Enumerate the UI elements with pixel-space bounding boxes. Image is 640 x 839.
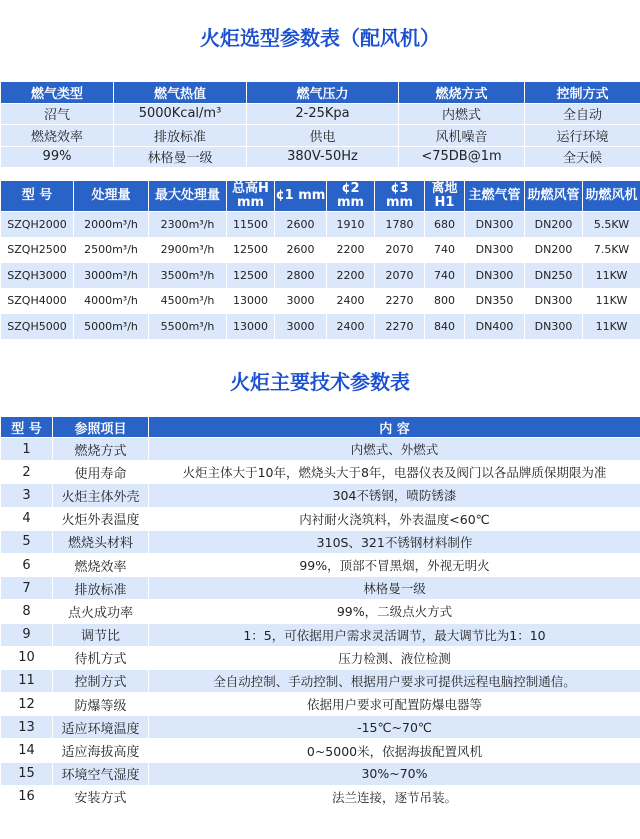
model-cell: 2300m³/h [149, 212, 227, 238]
model-header-cell: 型 号 [1, 181, 74, 212]
model-cell: 2400 [327, 314, 375, 340]
model-cell: 3000m³/h [74, 263, 149, 289]
params-table-title: 火炬主要技术参数表 [230, 370, 410, 394]
model-table-header-row [1, 181, 640, 212]
model-cell: DN250 [525, 263, 583, 289]
params-table-header-row [1, 417, 640, 438]
model-header-cell: 离地 H1 [425, 181, 465, 212]
params-index-cell: 5 [1, 530, 53, 553]
model-table-row [1, 263, 640, 289]
params-item-cell: 燃烧方式 [53, 438, 149, 461]
model-cell: 1910 [327, 212, 375, 238]
model-cell: SZQH2500 [1, 237, 74, 263]
params-table-row [1, 693, 640, 716]
fuel-cell: <75DB@1m [399, 146, 525, 168]
params-index-cell: 16 [1, 785, 53, 808]
model-header-cell: 处理量 [74, 181, 149, 212]
model-cell: 12500 [227, 237, 275, 263]
params-table-row [1, 438, 640, 461]
params-item-cell: 燃烧头材料 [53, 530, 149, 553]
params-index-cell: 13 [1, 716, 53, 739]
params-content-cell: 依据用户要求可配置防爆电器等 [149, 693, 640, 716]
model-cell: 800 [425, 288, 465, 314]
model-cell: 740 [425, 263, 465, 289]
fuel-header-cell: 燃烧方式 [399, 82, 525, 104]
fuel-cell: 燃烧效率 [1, 125, 114, 147]
model-cell: 2070 [375, 237, 425, 263]
model-cell: 840 [425, 314, 465, 340]
fuel-table-header-row [1, 82, 640, 104]
params-item-cell: 安装方式 [53, 785, 149, 808]
model-selection-table [0, 180, 640, 340]
model-cell: DN400 [465, 314, 525, 340]
params-header-cell: 内 容 [149, 417, 640, 438]
params-content-cell: 内衬耐火浇筑料，外表温度<60℃ [149, 507, 640, 530]
params-index-cell: 2 [1, 461, 53, 484]
model-cell: 2400 [327, 288, 375, 314]
params-table-row [1, 785, 640, 808]
fuel-header-cell: 控制方式 [525, 82, 640, 104]
model-cell: 11KW [583, 314, 640, 340]
params-item-cell: 燃烧效率 [53, 553, 149, 576]
model-header-cell: 主燃气管 [465, 181, 525, 212]
fuel-parameters-table [0, 81, 640, 168]
model-cell: 13000 [227, 314, 275, 340]
model-header-cell: 总高H mm [227, 181, 275, 212]
model-cell: DN300 [465, 237, 525, 263]
fuel-cell: 全天候 [525, 146, 640, 168]
params-content-cell: 99%，顶部不冒黑烟，外视无明火 [149, 553, 640, 576]
params-header-cell: 参照项目 [53, 417, 149, 438]
model-cell: 2200 [327, 263, 375, 289]
model-cell: DN200 [525, 212, 583, 238]
model-cell: 12500 [227, 263, 275, 289]
model-cell: SZQH3000 [1, 263, 74, 289]
params-item-cell: 防爆等级 [53, 693, 149, 716]
model-cell: 3000 [275, 288, 327, 314]
params-content-cell: 304不锈钢，喷防锈漆 [149, 484, 640, 507]
model-cell: 2200 [327, 237, 375, 263]
params-item-cell: 点火成功率 [53, 600, 149, 623]
technical-parameters-table [0, 416, 640, 809]
model-header-cell: ¢3 mm [375, 181, 425, 212]
model-cell: 7.5KW [583, 237, 640, 263]
params-content-cell: 火炬主体大于10年，燃烧头大于8年，电器仪表及阀门以各品牌质保期限为准 [149, 461, 640, 484]
params-table-row [1, 762, 640, 785]
fuel-cell: 沼气 [1, 103, 114, 125]
params-content-cell: 林格曼一级 [149, 577, 640, 600]
fuel-cell: 内燃式 [399, 103, 525, 125]
fuel-cell: 排放标准 [114, 125, 247, 147]
params-table-row [1, 484, 640, 507]
fuel-header-cell: 燃气热值 [114, 82, 247, 104]
model-table-row [1, 314, 640, 340]
fuel-cell: 5000Kcal/m³ [114, 103, 247, 125]
model-cell: 4500m³/h [149, 288, 227, 314]
fuel-cell: 供电 [247, 125, 399, 147]
params-content-cell: 压力检测、液位检测 [149, 646, 640, 669]
params-item-cell: 待机方式 [53, 646, 149, 669]
model-cell: 2270 [375, 314, 425, 340]
model-header-cell: ¢2 mm [327, 181, 375, 212]
model-cell: 2900m³/h [149, 237, 227, 263]
params-table-row [1, 461, 640, 484]
params-item-cell: 控制方式 [53, 669, 149, 692]
params-header-cell: 型 号 [1, 417, 53, 438]
model-cell: 4000m³/h [74, 288, 149, 314]
params-index-cell: 9 [1, 623, 53, 646]
model-cell: DN200 [525, 237, 583, 263]
params-index-cell: 11 [1, 669, 53, 692]
params-index-cell: 8 [1, 600, 53, 623]
model-cell: 5500m³/h [149, 314, 227, 340]
model-cell: 3000 [275, 314, 327, 340]
params-index-cell: 15 [1, 762, 53, 785]
params-content-cell: 法兰连接，逐节吊装。 [149, 785, 640, 808]
model-table-row [1, 288, 640, 314]
fuel-table-row [1, 103, 640, 125]
params-table-row [1, 507, 640, 530]
model-cell: 2500m³/h [74, 237, 149, 263]
params-content-cell: 310S、321不锈钢材料制作 [149, 530, 640, 553]
model-cell: DN350 [465, 288, 525, 314]
params-content-cell: 99%，二级点火方式 [149, 600, 640, 623]
params-item-cell: 适应海拔高度 [53, 739, 149, 762]
model-cell: 13000 [227, 288, 275, 314]
model-cell: 2070 [375, 263, 425, 289]
model-cell: SZQH2000 [1, 212, 74, 238]
params-index-cell: 6 [1, 553, 53, 576]
fuel-cell: 林格曼一级 [114, 146, 247, 168]
model-cell: 2600 [275, 237, 327, 263]
params-table-row [1, 530, 640, 553]
params-content-cell: 内燃式、外燃式 [149, 438, 640, 461]
model-cell: 11KW [583, 263, 640, 289]
params-table-row [1, 646, 640, 669]
params-content-cell: 0~5000米，依据海拔配置风机 [149, 739, 640, 762]
model-cell: SZQH4000 [1, 288, 74, 314]
fuel-cell: 99% [1, 146, 114, 168]
model-cell: 2600 [275, 212, 327, 238]
model-cell: 680 [425, 212, 465, 238]
params-table-row [1, 600, 640, 623]
model-cell: 5000m³/h [74, 314, 149, 340]
model-cell: 5.5KW [583, 212, 640, 238]
params-content-cell: 全自动控制、手动控制、根据用户要求可提供远程电脑控制通信。 [149, 669, 640, 692]
model-cell: 11KW [583, 288, 640, 314]
fuel-cell: 运行环境 [525, 125, 640, 147]
model-cell: DN300 [465, 263, 525, 289]
model-header-cell: 最大处理量 [149, 181, 227, 212]
params-table-row [1, 739, 640, 762]
params-index-cell: 4 [1, 507, 53, 530]
model-header-cell: ¢1 mm [275, 181, 327, 212]
model-cell: 2270 [375, 288, 425, 314]
selection-table-title: 火炬选型参数表（配风机） [200, 26, 440, 50]
params-item-cell: 适应环境温度 [53, 716, 149, 739]
model-cell: 3500m³/h [149, 263, 227, 289]
model-cell: 740 [425, 237, 465, 263]
model-cell: 11500 [227, 212, 275, 238]
params-table-row [1, 716, 640, 739]
params-table-row [1, 577, 640, 600]
params-content-cell: 1：5，可依据用户需求灵活调节，最大调节比为1：10 [149, 623, 640, 646]
params-item-cell: 调节比 [53, 623, 149, 646]
params-item-cell: 环境空气湿度 [53, 762, 149, 785]
fuel-cell: 风机噪音 [399, 125, 525, 147]
fuel-header-cell: 燃气类型 [1, 82, 114, 104]
model-cell: 2000m³/h [74, 212, 149, 238]
params-table-row [1, 553, 640, 576]
fuel-table-row [1, 146, 640, 168]
fuel-header-cell: 燃气压力 [247, 82, 399, 104]
params-index-cell: 1 [1, 438, 53, 461]
params-item-cell: 火炬主体外壳 [53, 484, 149, 507]
params-item-cell: 排放标准 [53, 577, 149, 600]
params-index-cell: 7 [1, 577, 53, 600]
model-cell: 2800 [275, 263, 327, 289]
fuel-cell: 全自动 [525, 103, 640, 125]
fuel-cell: 2-25Kpa [247, 103, 399, 125]
model-header-cell: 助燃风机 [583, 181, 640, 212]
model-table-row [1, 237, 640, 263]
model-header-cell: 助燃风管 [525, 181, 583, 212]
params-content-cell: -15℃~70℃ [149, 716, 640, 739]
model-table-row [1, 212, 640, 238]
model-cell: SZQH5000 [1, 314, 74, 340]
params-index-cell: 12 [1, 693, 53, 716]
params-item-cell: 火炬外表温度 [53, 507, 149, 530]
params-content-cell: 30%~70% [149, 762, 640, 785]
params-index-cell: 14 [1, 739, 53, 762]
fuel-table-row [1, 125, 640, 147]
params-index-cell: 3 [1, 484, 53, 507]
params-table-row [1, 623, 640, 646]
params-index-cell: 10 [1, 646, 53, 669]
model-cell: DN300 [465, 212, 525, 238]
model-cell: 1780 [375, 212, 425, 238]
params-table-row [1, 669, 640, 692]
model-cell: DN300 [525, 288, 583, 314]
fuel-cell: 380V-50Hz [247, 146, 399, 168]
model-cell: DN300 [525, 314, 583, 340]
params-item-cell: 使用寿命 [53, 461, 149, 484]
